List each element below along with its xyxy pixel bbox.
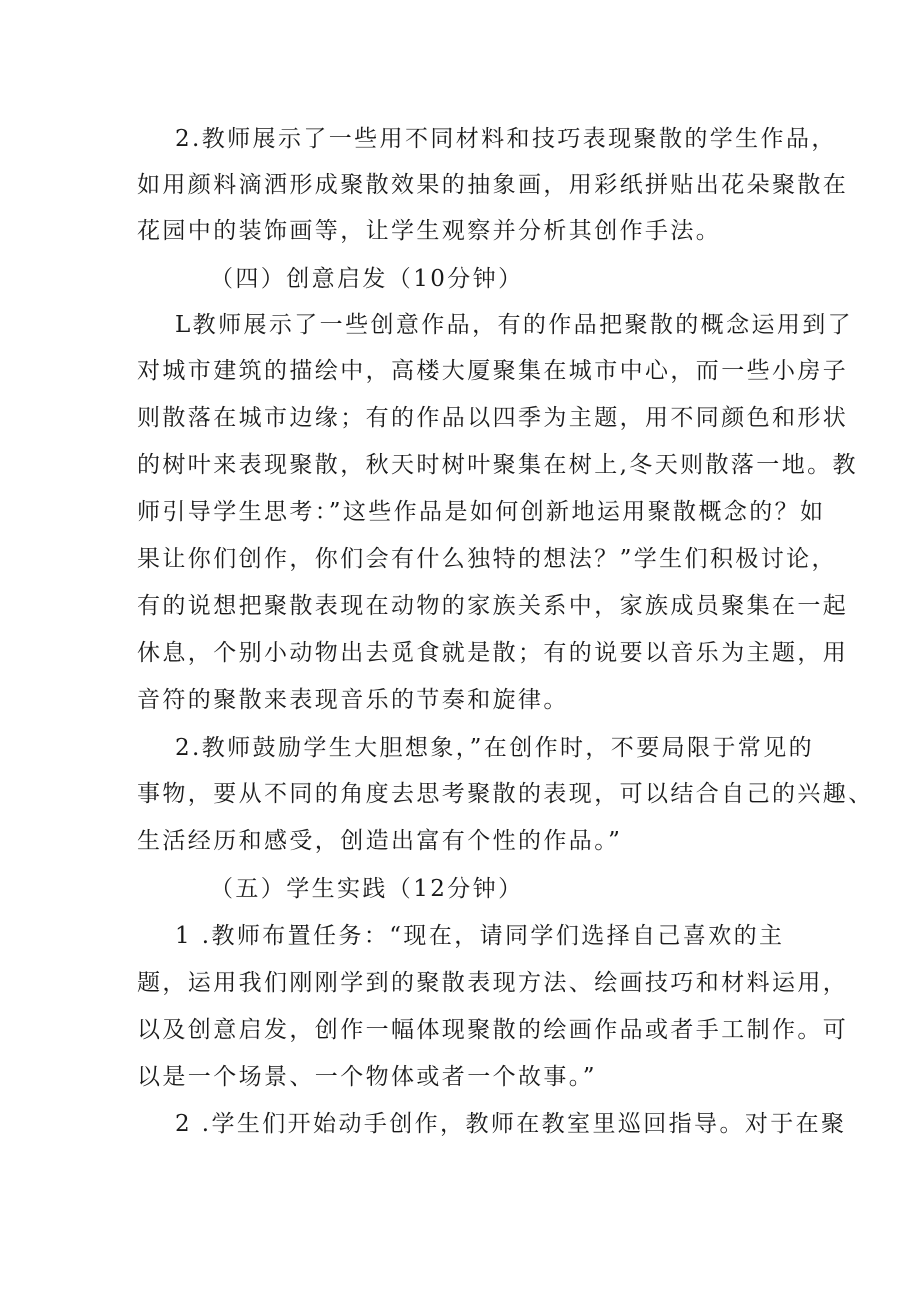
paragraph-line: 事物，要从不同的角度去思考聚散的表现，可以结合自己的兴趣、	[137, 781, 874, 807]
paragraph-line: 则散落在城市边缘；有的作品以四季为主题，用不同颜色和形状	[137, 405, 849, 431]
paragraph-line: 2 .学生们开始动手创作，教师在教室里巡回指导。对于在聚	[175, 1111, 847, 1137]
paragraph-line: 花园中的装饰画等，让学生观察并分析其创作手法。	[137, 218, 722, 244]
paragraph-line: 果让你们创作，你们会有什么独特的想法？”学生们积极讨论，	[137, 546, 837, 572]
paragraph-line: 的树叶来表现聚散，秋天时树叶聚集在树上,冬天则散落一地。教	[137, 452, 858, 478]
paragraph-line: 题，运用我们刚刚学到的聚散表现方法、绘画技巧和材料运用，	[137, 970, 849, 996]
section-heading: （五）学生实践（12分钟）	[210, 876, 524, 902]
paragraph-line: 以及创意启发，创作一幅体现聚散的绘画作品或者手工制作。可	[137, 1017, 849, 1043]
paragraph-line: 对城市建筑的描绘中，高楼大厦聚集在城市中心，而一些小房子	[137, 358, 849, 384]
paragraph-line: 如用颜料滴洒形成聚散效果的抽象画，用彩纸拼贴出花朵聚散在	[137, 172, 849, 198]
paragraph-line: 2.教师鼓励学生大胆想象，”在创作时，不要局限于常见的	[175, 735, 815, 761]
paragraph-line: 生活经历和感受，创造出富有个性的作品。”	[137, 828, 623, 854]
section-heading: （四）创意启发（10分钟）	[210, 266, 524, 292]
paragraph-line: 以是一个场景、一个物体或者一个故事。”	[137, 1064, 597, 1090]
paragraph-line: L教师展示了一些创意作品，有的作品把聚散的概念运用到了	[175, 312, 854, 338]
paragraph-line: 休息，个别小动物出去觅食就是散；有的说要以音乐为主题，用	[137, 640, 849, 666]
paragraph-line: 1 .教师布置任务：“现在，请同学们选择自己喜欢的主	[175, 923, 785, 949]
paragraph-line: 音符的聚散来表现音乐的节奏和旋律。	[137, 687, 569, 713]
paragraph-line: 有的说想把聚散表现在动物的家族关系中，家族成员聚集在一起	[137, 593, 849, 619]
paragraph-line: 2.教师展示了一些用不同材料和技巧表现聚散的学生作品，	[175, 126, 837, 152]
paragraph-line: 师引导学生思考：”这些作品是如何创新地运用聚散概念的？如	[137, 499, 826, 525]
